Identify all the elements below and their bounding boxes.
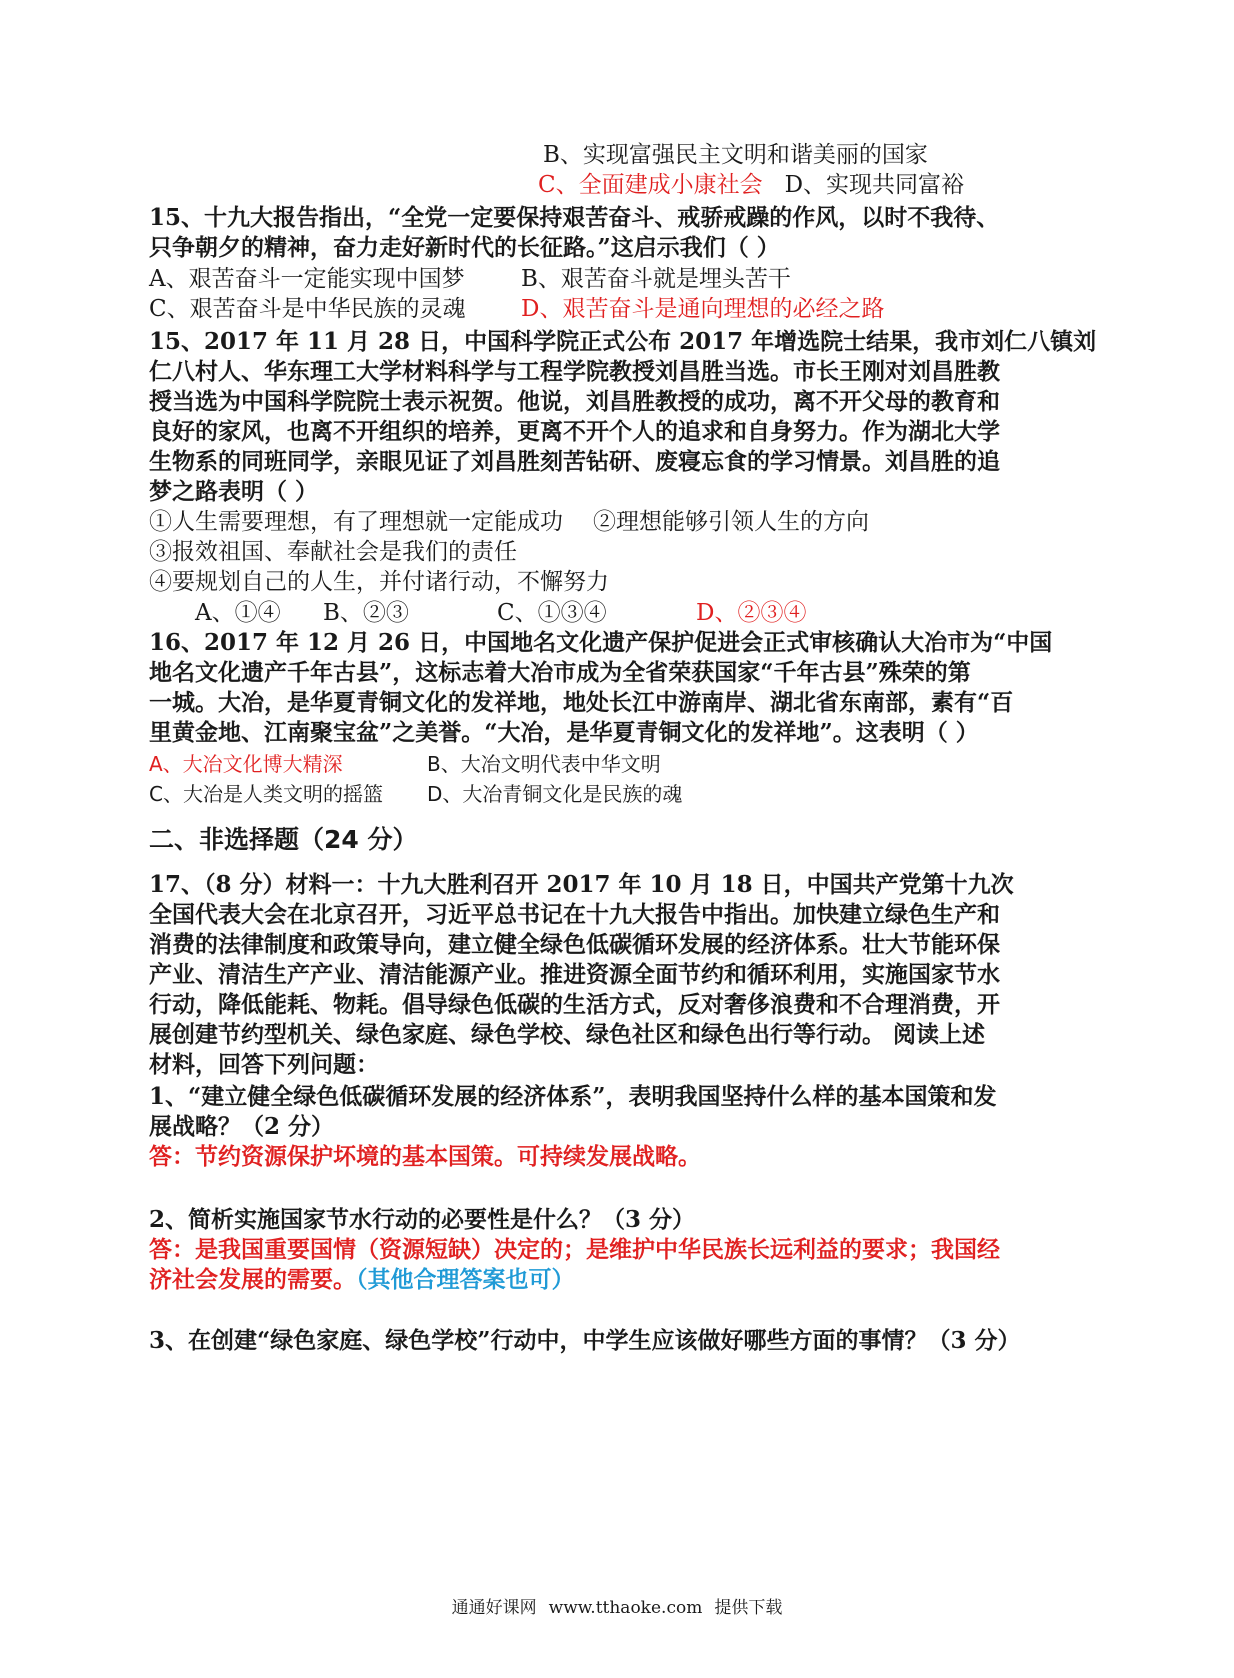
page-footer <box>0 1593 1234 1618</box>
q15b-item-3: ③报效祖国、奉献社会是我们的责任 <box>149 539 517 565</box>
q17-sub3: 3、在创建“绿色家庭、绿色学校”行动中，中学生应该做好哪些方面的事情？（3 分） <box>149 1327 1021 1354</box>
q15a-stem-line-2: 只争朝夕的精神，奋力走好新时代的长征路。”这启示我们（ ） <box>149 234 780 261</box>
q17-sub1-line-2: 展战略？（2 分） <box>149 1113 335 1140</box>
q17-sub2: 2、简析实施国家节水行动的必要性是什么？（3 分） <box>149 1206 696 1233</box>
q17-material-line-7: 材料，回答下列问题： <box>149 1051 379 1078</box>
q15a-option-d-answer: D、艰苦奋斗是通向理想的必经之路 <box>521 296 885 322</box>
q15a-option-b: B、艰苦奋斗就是埋头苦干 <box>521 266 791 292</box>
q15b-stem-line-4: 良好的家风，也离不开组织的培养，更离不开个人的追求和自身努力。作为湖北大学 <box>149 418 1000 445</box>
q14-option-c-answer: C、全面建成小康社会 <box>538 172 763 198</box>
q15b-option-b: B、②③ <box>323 600 409 626</box>
q15b-option-d-answer: D、②③④ <box>696 600 807 626</box>
q15b-item-4: ④要规划自己的人生，并付诸行动，不懈努力 <box>149 569 609 595</box>
q15b-stem-line-5: 生物系的同班同学，亲眼见证了刘昌胜刻苦钻研、废寝忘食的学习情景。刘昌胜的追 <box>149 448 1000 475</box>
q15a-option-a: A、艰苦奋斗一定能实现中国梦 <box>149 266 465 292</box>
q15b-item-2: ②理想能够引领人生的方向 <box>593 509 869 535</box>
q16-option-d: D、大冶青铜文化是民族的魂 <box>427 782 683 806</box>
q16-stem-line-3: 一城。大冶，是华夏青铜文化的发祥地，地处长江中游南岸、湖北省东南部，素有“百 <box>149 689 1014 716</box>
q17-answer-2-line-1: 答：是我国重要国情（资源短缺）决定的；是维护中华民族长远利益的要求；我国经 <box>149 1236 1000 1263</box>
q17-answer-2-line-2 <box>149 1265 575 1295</box>
q17-answer-2-tail: 济社会发展的需要。 <box>149 1266 356 1293</box>
q17-answer-1: 答：节约资源保护坏境的基本国策。可持续发展战略。 <box>149 1143 701 1170</box>
q15b-stem-line-3: 授当选为中国科学院院士表示祝贺。他说，刘昌胜教授的成功，离不开父母的教育和 <box>149 388 1000 415</box>
footer-site-name: 通通好课网 <box>451 1598 537 1618</box>
q17-material-line-3: 消费的法律制度和政策导向，建立健全绿色低碳循环发展的经济体系。壮大节能环保 <box>149 931 1000 958</box>
q17-material-line-1: 17、（8 分）材料一：十九大胜利召开 2017 年 10 月 18 日，中国共产党第十九次 <box>149 871 1014 898</box>
footer-url: www.tthaoke.com <box>548 1598 703 1618</box>
q17-sub1-line-1: 1、“建立健全绿色低碳循环发展的经济体系”，表明我国坚持什么样的基本国策和发 <box>149 1083 997 1110</box>
q17-material-line-4: 产业、清洁生产产业、清洁能源产业。推进资源全面节约和循环利用，实施国家节水 <box>149 961 1000 988</box>
q15a-stem-line-1: 15、十九大报告指出，“全党一定要保持艰苦奋斗、戒骄戒躁的作风，以时不我待、 <box>149 204 1000 231</box>
q14-option-d: D、实现共同富裕 <box>784 172 965 198</box>
q16-option-a-answer: A、大冶文化博大精深 <box>149 752 343 776</box>
section-2-heading: 二、非选择题（24 分） <box>149 825 418 854</box>
q15b-item-1: ①人生需要理想，有了理想就一定能成功 <box>149 509 563 535</box>
q15b-option-a: A、①④ <box>195 600 281 626</box>
q15b-stem-line-1: 15、2017 年 11 月 28 日，中国科学院正式公布 2017 年增选院士结果，我市刘仁八镇刘 <box>149 328 1097 355</box>
q17-material-line-6: 展创建节约型机关、绿色家庭、绿色学校、绿色社区和绿色出行等行动。 阅读上述 <box>149 1021 986 1048</box>
q15b-option-c: C、①③④ <box>497 600 607 626</box>
q15a-option-c: C、艰苦奋斗是中华民族的灵魂 <box>149 296 466 322</box>
q17-material-line-5: 行动，降低能耗、物耗。倡导绿色低碳的生活方式，反对奢侈浪费和不合理消费，开 <box>149 991 1000 1018</box>
q16-option-b: B、大冶文明代表中华文明 <box>427 752 661 776</box>
q14-option-b: B、实现富强民主文明和谐美丽的国家 <box>543 142 928 168</box>
q16-stem-line-4: 里黄金地、江南聚宝盆”之美誉。“大冶，是华夏青铜文化的发祥地”。这表明（ ） <box>149 719 979 746</box>
q17-material-line-2: 全国代表大会在北京召开，习近平总书记在十九大报告中指出。加快建立绿色生产和 <box>149 901 1000 928</box>
q14-option-row-2 <box>538 170 964 200</box>
q16-stem-line-1: 16、2017 年 12 月 26 日，中国地名文化遗产保护促进会正式审核确认大冶市为“中国 <box>149 629 1053 656</box>
q17-answer-2-note: （其他合理答案也可） <box>356 1266 575 1293</box>
q15b-stem-line-6: 梦之路表明（ ） <box>149 478 319 505</box>
footer-tail: 提供下载 <box>714 1598 783 1618</box>
q15b-stem-line-2: 仁八村人、华东理工大学材料科学与工程学院教授刘昌胜当选。市长王刚对刘昌胜教 <box>149 358 1000 385</box>
q16-option-c: C、大冶是人类文明的摇篮 <box>149 782 383 806</box>
q16-stem-line-2: 地名文化遗产千年古县”，这标志着大冶市成为全省荣获国家“千年古县”殊荣的第 <box>149 659 971 686</box>
